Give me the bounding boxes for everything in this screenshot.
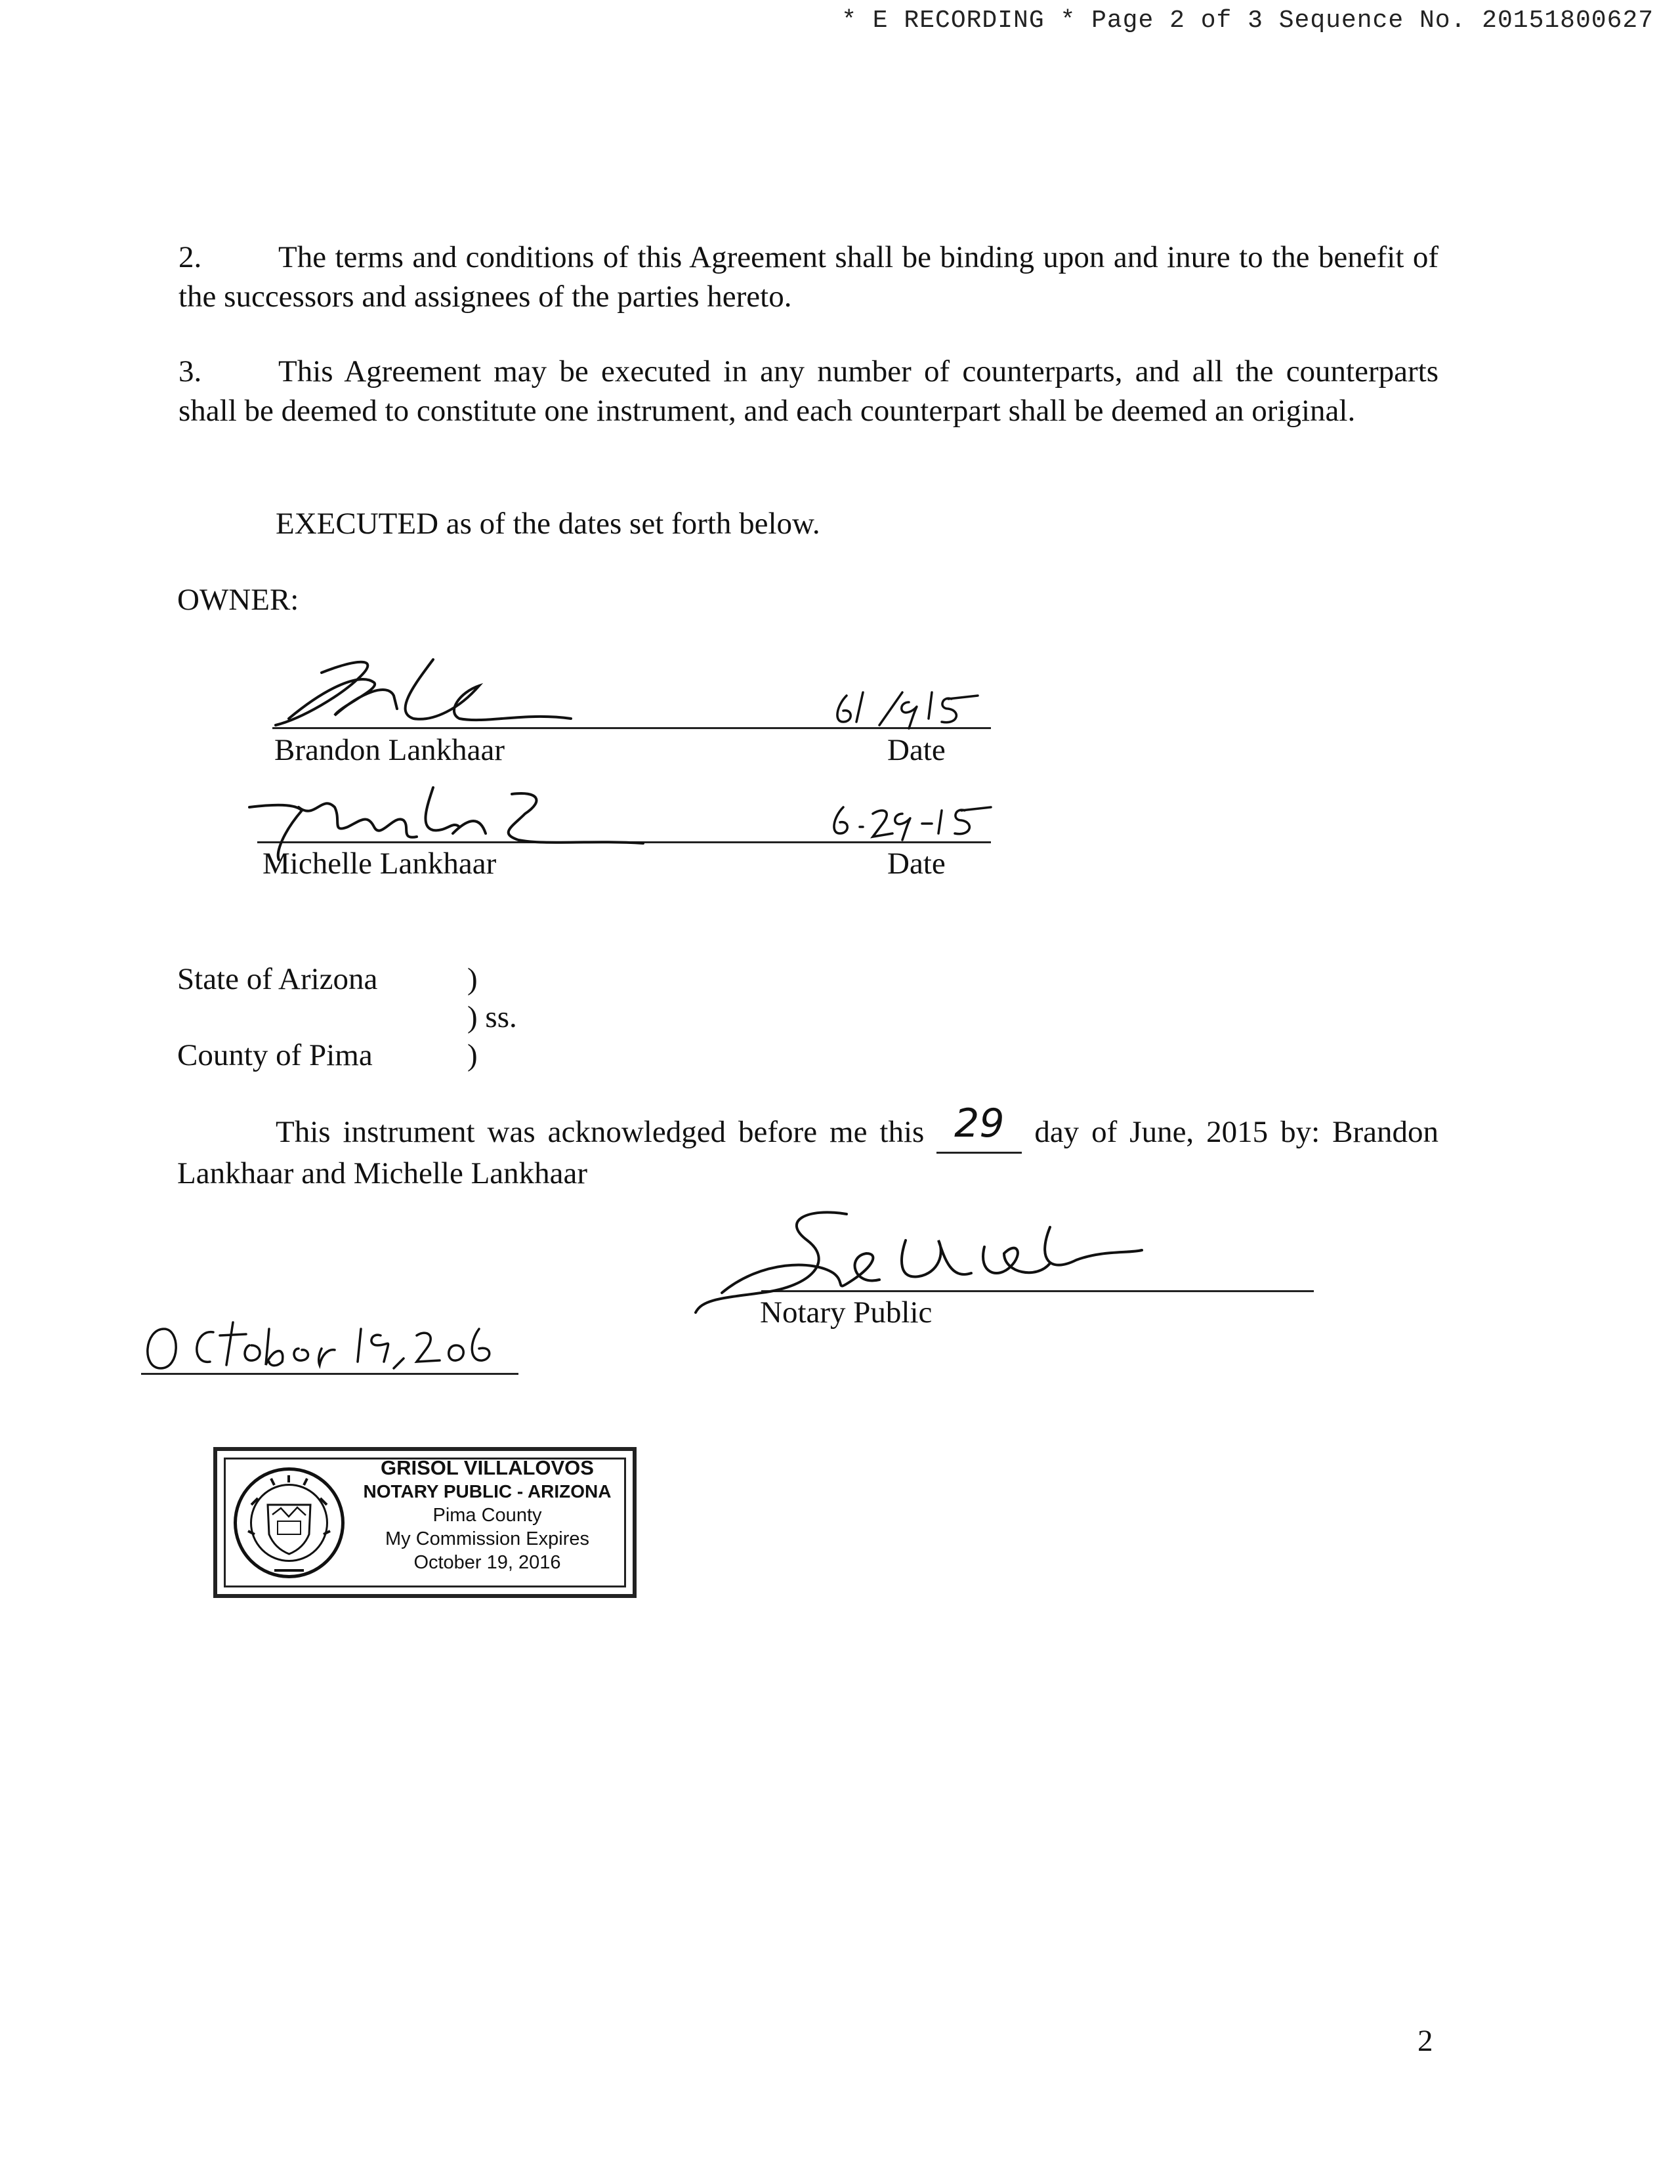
page-number: 2 <box>1418 2024 1433 2058</box>
owner-label: OWNER: <box>177 583 299 617</box>
date-label-brandon: Date <box>887 733 946 767</box>
acknowledgment-before: This instrument was acknowledged before me this <box>276 1115 925 1149</box>
venue-ss: ) ss. <box>467 1000 517 1034</box>
venue-state: State of Arizona <box>177 962 378 996</box>
recording-header: * E RECORDING * Page 2 of 3 Sequence No. 20151800627 <box>841 7 1654 35</box>
notary-stamp-text <box>348 1456 626 1574</box>
stamp-expires-date: October 19, 2016 <box>413 1552 561 1573</box>
acknowledgment-day: 29 <box>936 1109 1022 1154</box>
stamp-county: Pima County <box>432 1505 542 1526</box>
stamp-notary-name: GRISOL VILLALOVOS <box>381 1456 594 1479</box>
clause-2-number: 2. <box>178 240 202 274</box>
date-label-michelle: Date <box>887 847 946 881</box>
venue-paren-2: ) <box>467 1038 478 1072</box>
clause-3 <box>178 352 1438 430</box>
acknowledgment-after: day of June, 2015 by: Brandon Lankhaar and Michelle Lankhaar <box>177 1115 1439 1190</box>
clause-2 <box>178 238 1438 316</box>
clause-2-text: The terms and conditions of this Agreement shall be binding upon and inure to the benefit of the successors and assignees of the parties hereto. <box>178 240 1438 314</box>
state-seal-icon <box>232 1465 346 1580</box>
clause-3-number: 3. <box>178 354 202 388</box>
venue-paren-1: ) <box>467 962 478 996</box>
venue-county: County of Pima <box>177 1038 373 1072</box>
notary-stamp <box>213 1447 637 1598</box>
stamp-notary-title: NOTARY PUBLIC - ARIZONA <box>363 1481 612 1502</box>
stamp-expires-label: My Commission Expires <box>385 1528 589 1549</box>
notary-public-label: Notary Public <box>760 1295 933 1330</box>
signer-name-brandon: Brandon Lankhaar <box>274 733 505 767</box>
clause-3-text: This Agreement may be executed in any number of counterparts, and all the counterparts shall be deemed to constitute one instrument, and each counterpart shall be deemed an original. <box>178 354 1438 428</box>
signer-name-michelle: Michelle Lankhaar <box>262 847 497 881</box>
executed-statement: EXECUTED as of the dates set forth below. <box>276 507 820 541</box>
acknowledgment <box>177 1101 1439 1193</box>
